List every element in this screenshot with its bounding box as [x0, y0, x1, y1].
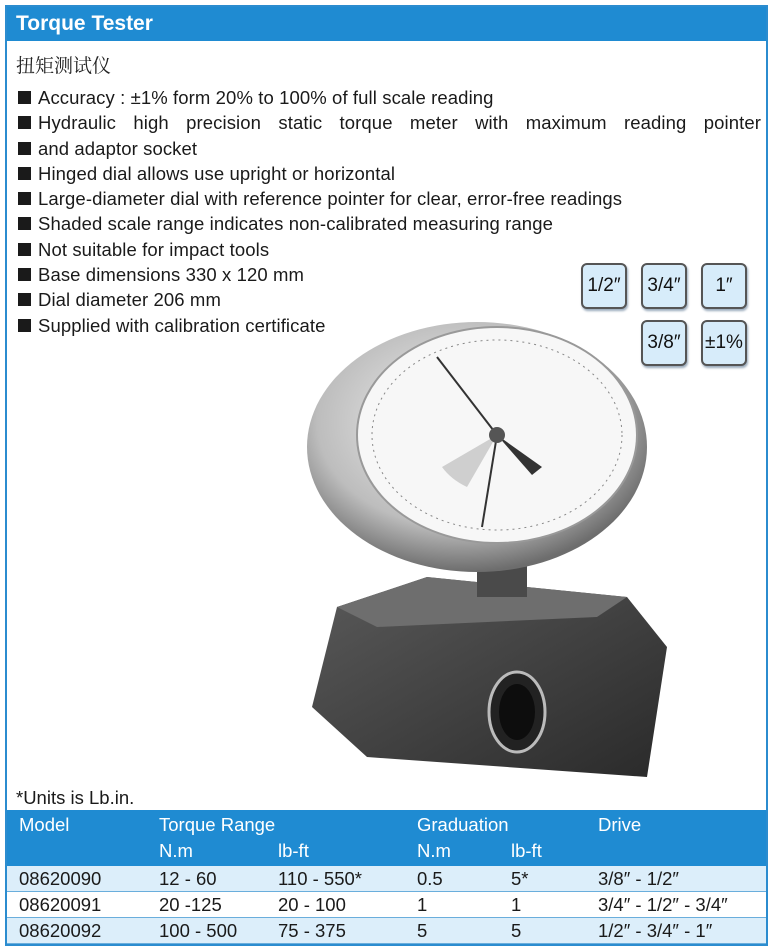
square-bullet-icon	[18, 293, 31, 306]
square-bullet-icon	[18, 243, 31, 256]
square-bullet-icon	[18, 192, 31, 205]
square-bullet-icon	[18, 167, 31, 180]
square-bullet-icon	[18, 91, 31, 104]
square-bullet-icon	[18, 142, 31, 155]
feature-item: Hydraulic high precision static torque meter with maximum reading pointer	[16, 110, 761, 135]
drive-badge-1-2: 1/2″	[581, 263, 627, 309]
square-bullet-icon	[18, 116, 31, 129]
drive-badge-3-4: 3/4″	[641, 263, 687, 309]
header-grad-lbft: lb-ft	[511, 840, 542, 861]
accuracy-badge: ±1%	[701, 320, 747, 366]
header-grad-nm: N.m	[417, 840, 451, 861]
header-bar	[7, 7, 766, 41]
header-drive: Drive	[598, 814, 642, 835]
square-bullet-icon	[18, 217, 31, 230]
feature-item: Large-diameter dial with reference pointer for clear, error-free readings	[16, 186, 761, 211]
catalog-card	[5, 5, 768, 946]
feature-item: Supplied with calibration certificate	[16, 313, 761, 338]
socket-hole	[499, 684, 535, 740]
square-bullet-icon	[18, 319, 31, 332]
header-model: Model	[19, 814, 70, 835]
feature-item: Not suitable for impact tools	[16, 237, 761, 262]
drive-badge-3-8: 3/8″	[641, 320, 687, 366]
spec-table	[7, 810, 766, 944]
drive-badge-1: 1″	[701, 263, 747, 309]
torque-tester-image	[297, 317, 692, 787]
pointer-hub	[489, 427, 505, 443]
table-row: 08620090 12 - 60 110 - 550* 0.5 5* 3/8″ - 1/2″	[7, 866, 766, 892]
table-row: 08620091 20 -125 20 - 100 1 1 3/4″ - 1/2″ - 3/4″	[7, 892, 766, 918]
header-graduation: Graduation	[417, 814, 509, 835]
feature-item: Accuracy : ±1% form 20% to 100% of full scale reading	[16, 85, 761, 110]
table-row: 08620092 100 - 500 75 - 375 5 5 1/2″ - 3/4″ - 1″	[7, 918, 766, 944]
feature-item: Dial diameter 206 mm	[16, 287, 761, 312]
feature-item: Hinged dial allows use upright or horizontal	[16, 161, 761, 186]
chinese-title: 扭矩测试仪	[16, 56, 112, 77]
feature-item: and adaptor socket	[16, 136, 761, 161]
header-torque-range: Torque Range	[159, 814, 276, 835]
page-title: Torque Tester	[16, 12, 153, 35]
feature-item: Base dimensions 330 x 120 mm	[16, 262, 761, 287]
feature-item: Shaded scale range indicates non-calibrated measuring range	[16, 211, 761, 236]
square-bullet-icon	[18, 268, 31, 281]
table-header	[7, 810, 766, 866]
header-lbft: lb-ft	[278, 840, 309, 861]
header-nm: N.m	[159, 840, 193, 861]
units-note: *Units is Lb.in.	[16, 787, 135, 808]
